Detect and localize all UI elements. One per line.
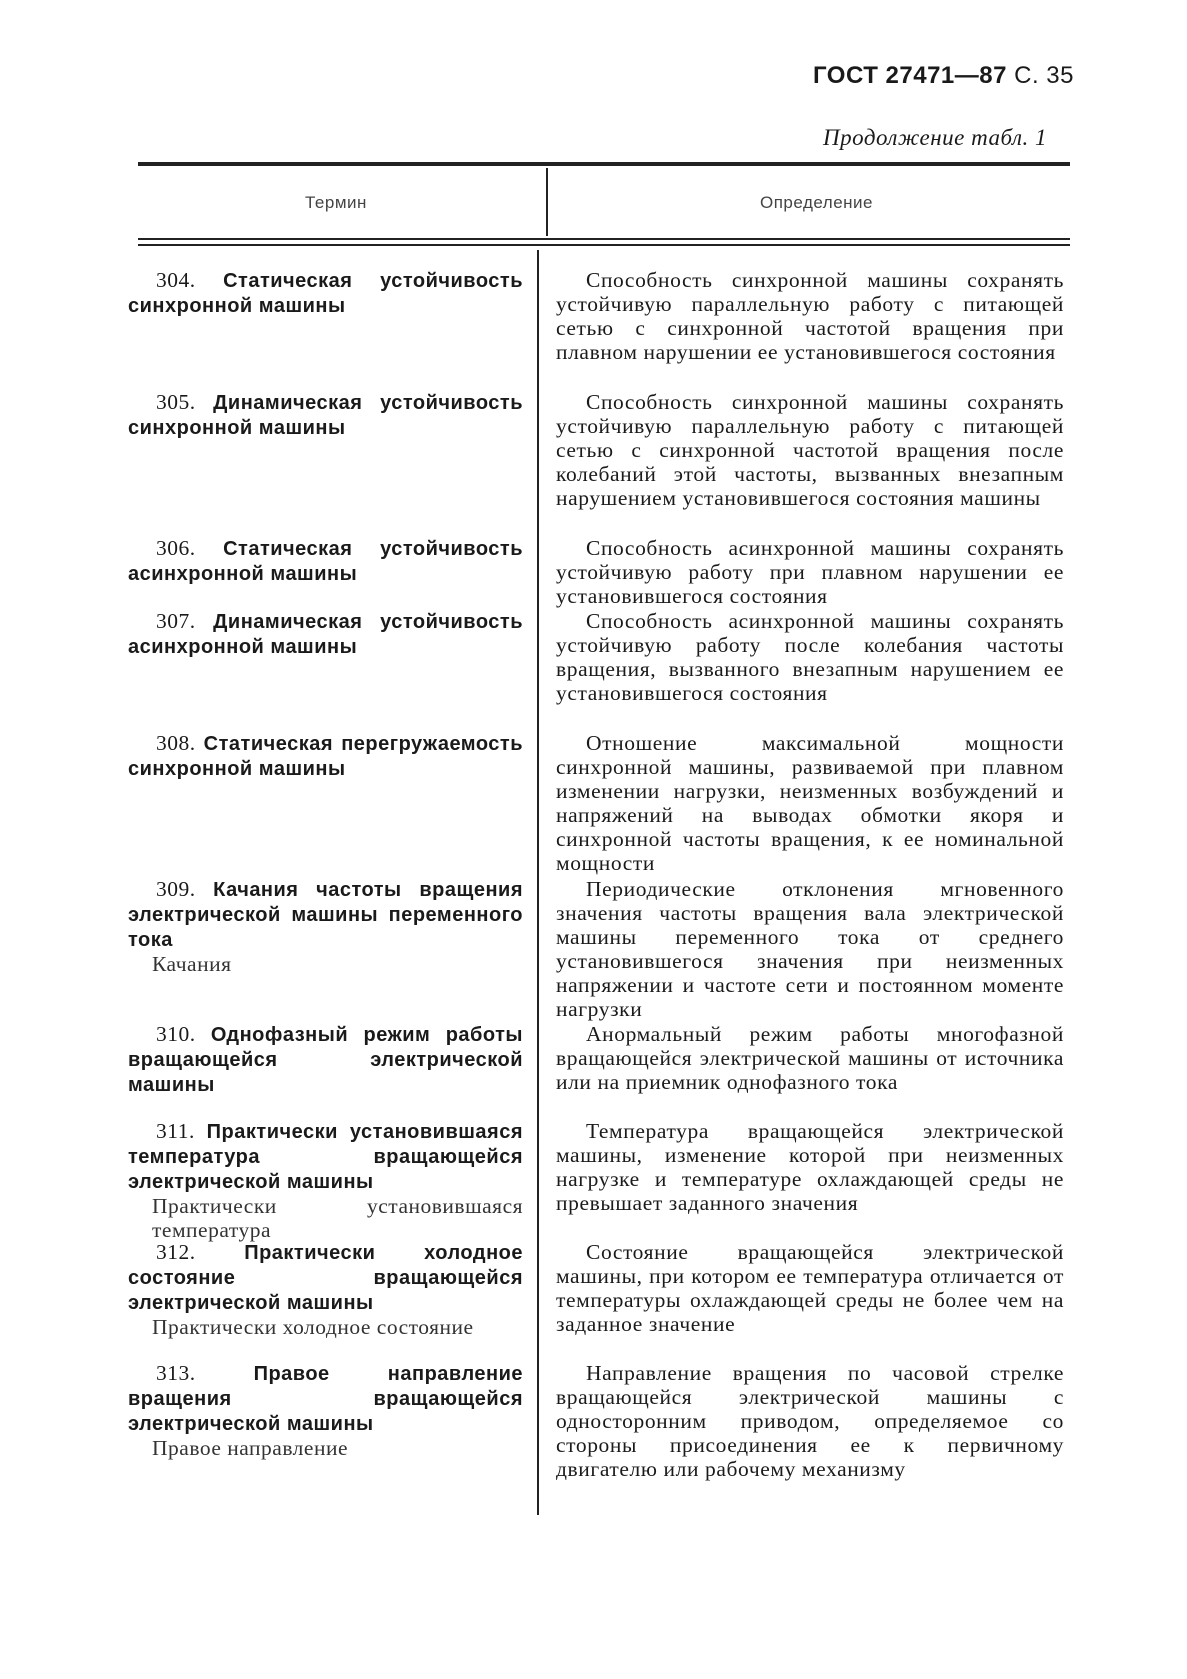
table-row-definition: Отношение максимальной мощности синхронной машины, развиваемой при плавном изменении нагрузки, неизменных возбуждений и напряжений на выводах обмотки якоря и синхронной частоты вращения, к ее номинальной мощности: [556, 731, 1064, 875]
term-number: 308.: [156, 731, 196, 755]
term-number: 307.: [156, 609, 196, 633]
term-text: Правое направление вращения вращающейся электрической машины: [128, 1363, 524, 1435]
table-row-term: [128, 877, 523, 976]
term-text: Практически холодное состояние вращающейся электрической машины: [128, 1242, 523, 1314]
term-text: Однофазный режим работы вращающейся электрической машины: [128, 1024, 523, 1096]
table-row-definition: Способность синхронной машины сохранять устойчивую параллельную работу с питающей сетью с синхронной частотой вращения при плавном нарушении ее установившегося состояния: [556, 268, 1064, 364]
term-synonym: Практически холодное состояние: [152, 1315, 474, 1339]
table-row-definition: Направление вращения по часовой стрелке вращающейся электрической машины с односторонним приводом, определяемое со стороны присоединения ее к первичному двигателю или рабочему механизму: [556, 1361, 1064, 1481]
table-row-term: [128, 609, 523, 659]
table-row-definition: Периодические отклонения мгновенного значения частоты вращения вала электрической машины переменного тока от среднего установившегося значения при неизменных напряжении и частоте сети и постоянном моменте нагрузки: [556, 877, 1064, 1021]
term-text: Динамическая устойчивость асинхронной машины: [128, 611, 523, 658]
term-text: Практически установившаяся температура вращающейся электрической машины: [128, 1121, 524, 1193]
term-number: 306.: [156, 536, 196, 560]
table-row-definition: Температура вращающейся электрической машины, изменение которой при неизменных нагрузке и температуре охлаждающей среды не превышает заданного значения: [556, 1119, 1064, 1215]
table-row-definition: Состояние вращающейся электрической машины, при котором ее температура отличается от температуры охлаждающей среды не более чем на заданное значение: [556, 1240, 1064, 1336]
term-text: Динамическая устойчивость синхронной машины: [128, 392, 523, 439]
table-row-definition: Способность синхронной машины сохранять устойчивую параллельную работу с питающей сетью с синхронной частотой вращения после колебаний этой частоты, вызванных внезапным нарушением установившегося состояния машины: [556, 390, 1064, 510]
term-number: 309.: [156, 877, 196, 901]
table-row-term: [128, 268, 523, 318]
term-text: Статическая устойчивость синхронной машины: [128, 270, 523, 317]
term-number: 310.: [156, 1022, 196, 1046]
header-bottom-rule-double: [138, 244, 1070, 246]
table-top-rule: [138, 162, 1070, 166]
term-number: 312.: [156, 1240, 196, 1264]
page-header: [813, 62, 1074, 90]
body-column-divider: [537, 250, 539, 1515]
term-synonym: Правое направление: [152, 1436, 349, 1460]
table-continuation-label: Продолжение табл. 1: [823, 125, 1047, 150]
table-row-definition: Способность асинхронной машины сохранять устойчивую работу при плавном нарушении ее установившегося состояния: [556, 536, 1064, 608]
table-row-term: [128, 1119, 523, 1242]
term-text: Статическая устойчивость асинхронной машины: [128, 538, 523, 585]
page-number: С. 35: [1014, 62, 1074, 89]
term-number: 311.: [156, 1119, 195, 1143]
term-synonym: Качания: [152, 952, 232, 976]
table-row-definition: Способность асинхронной машины сохранять устойчивую работу после колебания частоты вращения, вызванного внезапным нарушением ее установившегося состояния: [556, 609, 1064, 705]
term-number: 305.: [156, 390, 196, 414]
header-column-divider: [546, 168, 548, 236]
table-row-term: [128, 1361, 523, 1460]
term-text: Статическая перегружаемость синхронной машины: [128, 733, 524, 780]
column-header-definition: Определение: [760, 193, 873, 212]
term-text: Качания частоты вращения электрической машины переменного тока: [128, 879, 523, 951]
document-code: ГОСТ 27471—87: [813, 62, 1007, 89]
column-header-term: Термин: [305, 193, 367, 212]
table-row-term: [128, 390, 523, 440]
table-row-term: [128, 1240, 523, 1339]
header-bottom-rule: [138, 238, 1070, 240]
table-row-term: [128, 731, 523, 781]
term-number: 313.: [156, 1361, 196, 1385]
table-row-definition: Анормальный режим работы многофазной вращающейся электрической машины от источника или на приемник однофазного тока: [556, 1022, 1064, 1094]
term-synonym: Практически установившаяся температура: [152, 1194, 523, 1242]
table-row-term: [128, 536, 523, 586]
table-row-term: [128, 1022, 523, 1097]
term-number: 304.: [156, 268, 196, 292]
